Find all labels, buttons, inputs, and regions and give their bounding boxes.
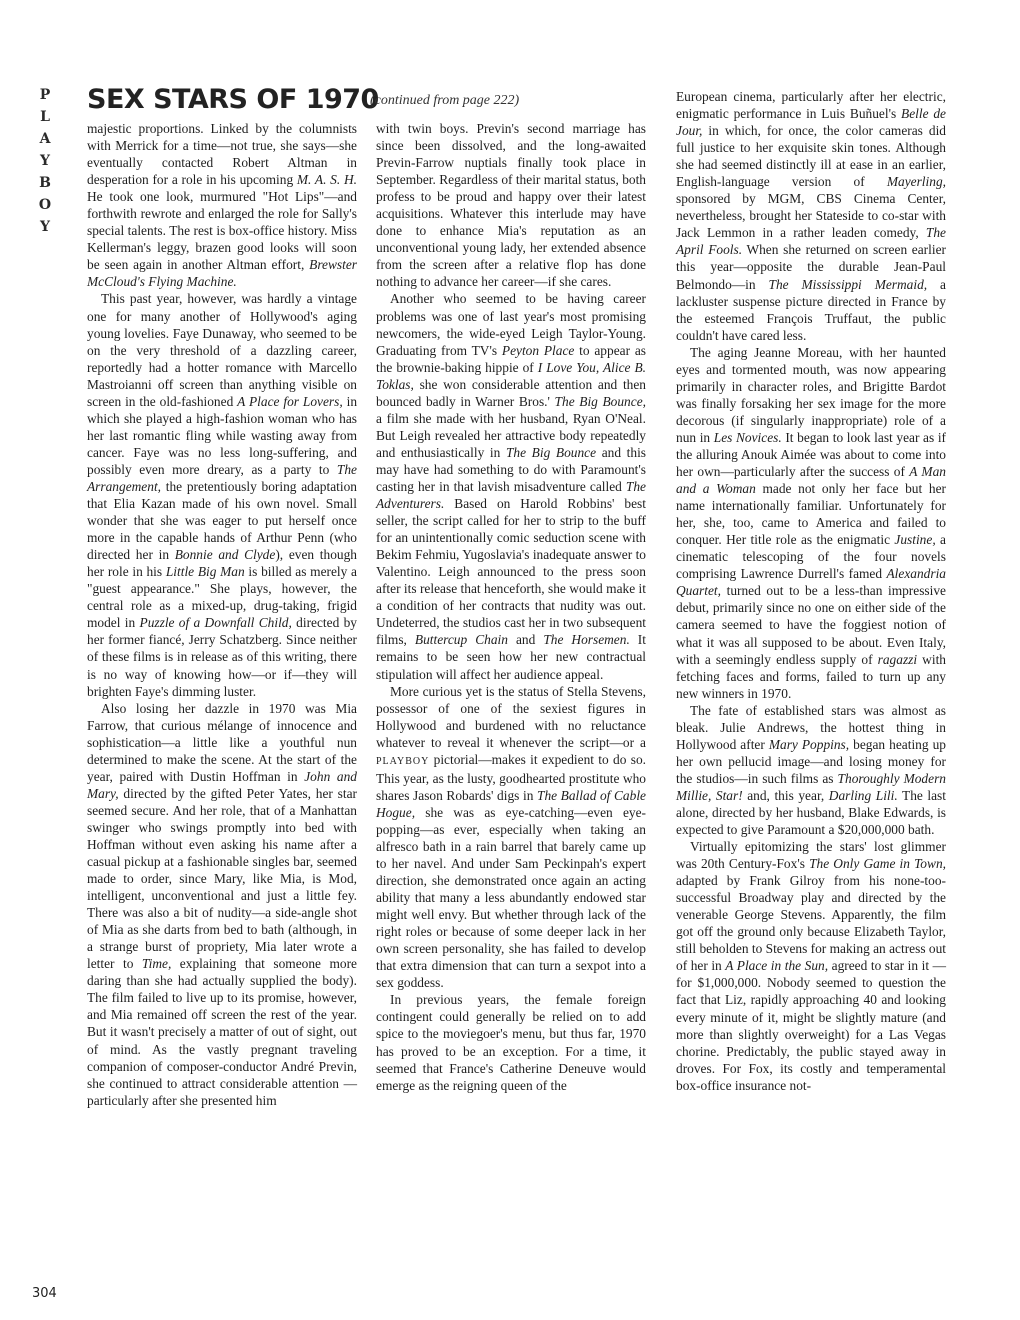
text-run: in which, for once, the color cameras did full justice to her exquisite skin tones. Although she had seemed distinctly ill at ease in an earlier, English-language version of [676,123,946,190]
italic-title: The Only Game in Town, [809,856,946,872]
sidebar-letter: B [39,175,51,191]
article-column-3 [676,88,946,1300]
text-run: Also losing her dazzle in 1970 was Mia Farrow, that curious mélange of innocence and sophistication—a little like a youthful nun determined to make the scene. At the start of the year, paired with Dustin Hoffman in [87,700,357,784]
article-paragraph [87,700,357,1109]
text-run: adapted by Frank Gilroy from his none-too-successful Broadway play and directed by the venerable George Stevens. Apparently, the film got off the ground only because Elizabeth Taylor, still beholden to Stevens for making an actress out of her in [676,873,946,974]
text-run: she was as eye-catching—even eye-popping—as ever, especially when taking an alfresco bath in a rain barrel that barely came up to her navel. And under Sam Peckinpah's expert direction, she demonstrated once again an acting ability that many a less abundantly endowed star might well envy. But whether through lack of the right roles or because of some deeper lack in her own screen personality, she has failed to develop that extra dimension that can turn a sexpot into a sex goddess. [376,804,646,991]
sidebar-letter: A [39,131,51,147]
text-run: she won considerable attention and then bounced badly in Warner Bros.' [376,376,646,409]
italic-title: The Big Bounce [505,444,597,460]
article-paragraph [376,120,646,290]
italic-title: Les Novices. [713,429,782,445]
page-number: 304 [32,1286,57,1301]
text-run: is billed as merely a "guest appearance." She plays, however, the central role as a mixed-up, drug-taking, frigid model in [87,564,357,631]
article-paragraph [376,991,646,1093]
text-run: The last alone, directed by her husband, Blake Edwards, is expected to give Paramount a $20,000,000 bath. [676,787,946,838]
text-run: pictorial—makes it expedient to do so. This year, as the lusty, goodhearted prostitute who shares Jason Robards' digs in [376,751,646,803]
text-run: European cinema, particularly after her electric, enigmatic performance in Luis Buñuel's [676,89,946,122]
italic-title: The Adventurers. [376,478,646,512]
italic-title: Peyton Place [501,342,575,358]
text-run: It remains to be seen how her new contractual stipulation will affect her audience appeal. [376,632,646,682]
italic-title: Mayerling, [886,174,946,190]
text-run: agreed to star in it —for $1,000,000. Nobody seemed to question the fact that Liz, rapidly approaching 40 and looking every minute of it, might be slightly mature (and more than slightly overweight) for a Las Vegas chorine. Predictably, the public stayed away in droves. For Fox, its costly and temperamental box-office insurance not- [676,958,947,1093]
article-column-2 [376,120,646,1300]
text-run: sponsored by MGM, CBS Cinema Center, nevertheless, brought her Stateside to co-star with Jack Lemmon in a rather leaden comedy, [676,191,946,241]
italic-title: Alexandria Quartet, [676,566,946,599]
text-run: Virtually epitomizing the stars' lost glimmer was 20th Century-Fox's [676,839,946,872]
italic-title: Thoroughly Modern Millie, Star! [676,770,946,803]
article-column-1 [87,120,357,1300]
text-run: made not only her face but her name internationally familiar. Unfortunately for her, she, too, came to America and failed to conquer. Her title role as the enigmatic [676,481,946,548]
text-run: Based on Harold Robbins' best seller, the script called for her to strip to the buff for an unintentionally comic seduction scene with Bekim Fehmiu, Yugoslavia's inadequate answer to Valentino. Leigh announced to the press soon after its release that henceforth, she would make it a condition of her contracts that nudity was out. Undeterred, the studios cast her in two subsequent films, [376,496,646,648]
sidebar-letter: Y [40,219,50,235]
italic-title: A Place in the Sun, [725,958,829,974]
italic-title: ragazzi [877,651,918,667]
text-run: explaining that someone more daring than she had actually supplied the body). The film failed to live up to its promise, however, and Mia remained off screen the rest of the year. But it wasn't precisely a matter of out of sight, out of mind. As the vastly pregnant traveling companion of composer-conductor André Previn, she continued to attract considerable attention —particularly after she presented him [87,956,358,1108]
text-run: More curious yet is the status of Stella Stevens, possessor of one of the sexiest figures in Hollywood and burdened with no reluctance whatever to reveal it whenever the script—or a [376,683,646,750]
text-run: Another who seemed to be having career problems was one of last year's most promising newcomers, the wide-eyed Leigh Taylor-Young. Graduating from TV's [376,291,646,358]
text-run: the pretentiously boring adaptation that Elia Kazan made of his own novel. Small wonder that she was eager to put herself once more in the capable hands of Arthur Penn (who directed her in [87,478,357,563]
article-paragraph [376,290,646,682]
article-headline: SEX STARS OF 1970 [87,84,379,115]
italic-title: Buttercup Chain [414,632,508,648]
article-paragraph [676,838,946,1094]
text-run: and [507,632,544,648]
italic-title: Belle de Jour, [676,106,947,139]
text-run: and, this year, [742,787,829,803]
italic-title: The Big Bounce, [554,393,646,409]
italic-title: A Man and a Woman [676,464,946,497]
article-paragraph [676,702,946,838]
sidebar-letter: Y [40,153,50,169]
italic-title: Justine, [894,532,936,548]
text-run: to appear as the brownie-baking hippie of [376,342,646,375]
article-paragraph [676,88,946,344]
text-run: in which she played a high-fashion woman who has her last romantic fling while wasting away from cancer. Faye was no less long-suffering, and possibly even more dreary, as a party to [87,393,358,477]
italic-title: I Love You, Alice B. Toklas, [376,359,646,392]
italic-title: M. A. S. H. [296,172,357,188]
text-run: and this may have had something to do with Paramount's casting her in that lavish misadventure called [376,444,647,494]
italic-title: Mary Poppins, [768,736,850,752]
italic-title: Bonnie and Clyde [174,547,276,563]
sidebar-letter: O [38,197,52,213]
italic-title: The Horsemen. [543,632,630,648]
text-run: with fetching faces and forms, failed to turn up any new winners in 1970. [676,651,946,701]
sidebar-letter: L [40,109,50,125]
italic-title: John and Mary, [87,768,357,801]
sidebar-letter: P [39,87,51,103]
italic-title: Puzzle of a Downfall Child, [139,615,292,631]
article-paragraph [676,344,946,702]
italic-title: Brewster McCloud's Flying Machine. [87,257,357,290]
magazine-sidebar [34,84,56,238]
text-run: He took one look, murmured "Hot Lips"—and forthwith rewrote and enlarged the role for Sally's special talents. The rest is box-office history. Miss Kellerman's leggy, brazen good looks will soon be seen again in another Altman effort, [87,189,357,273]
italic-title: A Place for Lovers, [237,393,343,409]
text-run: a cinematic telescoping of the four novels comprising Lawrence Durrell's famed [676,532,946,582]
text-run: In previous years, the female foreign contingent could generally be relied on to add spice to the moviegoer's menu, but thus far, 1970 has proved to be an exception. For a time, it seemed that France's Catherine Deneuve would emerge as the reigning queen of the [376,992,646,1093]
text-run: ), even though her role in his [87,547,357,580]
article-paragraph [376,683,646,992]
italic-title: The Mississippi Mermaid, [768,276,928,292]
italic-title: The April Fools. [676,225,946,258]
text-run: with twin boys. Previn's second marriage has since been dissolved, and the long-awaited Previn-Farrow nuptials finally took place in September. Regardless of their marital status, both profess to be proud and happy over their latest acquisitions. Whatever this interlude may have done to enhance Mia's reputation as an unconventional young lady, her extended absence from the screen after a relative flop has done nothing to advance her career—if she cares. [376,121,646,290]
text-run: It began to look last year as if the alluring Anouk Aimée was about to come into her own—particularly after the success of [676,429,947,480]
text-run: The aging Jeanne Moreau, with her haunted eyes and tormented mouth, was now appearing primarily in character roles, and Brigitte Bardot was finally forsaking her sex image for the more decorous (if singularly inappropriate) role of a nun in [676,344,946,445]
text-run: turned out to be a less-than impressive debut, primarily since no one on either side of the camera seemed to have the foggiest notion of what it was all supposed to be about. Even Italy, with a seemingly endless supply of [676,583,946,667]
italic-title: The Arrangement, [87,461,357,494]
italic-title: The Ballad of Cable Hogue, [376,787,646,820]
text-run: When she returned on screen earlier this year—opposite the durable Jean-Paul Belmondo—in [676,242,946,292]
text-run: a film she made with her husband, Ryan O'Neal. But Leigh revealed her attractive body repeatedly and enthusiastically in [376,410,646,460]
italic-title: Darling Lili. [828,787,898,803]
text-run: This past year, however, was hardly a vintage one for many another of Hollywood's aging young lovelies. Faye Dunaway, who seemed to be on the very threshold of a dazzling career, reportedly had a hotter romance with Marcello Mastroianni off screen than anything visible on screen in the old-fashioned [87,291,357,409]
text-run: directed by the gifted Peter Yates, her star seemed secure. And her role, that of a Manhattan swinger who swings promptly into bed with Hoffman without even asking his name after a casual pickup at a fashionable singles bar, seemed made to order, since Mary, like Mia, is Mod, intelligent, unconventional and just a little fey. There was also a bit of nudity—a side-angle shot of Mia as she darts from bed to bath (although, in a strange burst of propriety, Mia later wrote a letter to [87,785,357,972]
text-run: a lackluster suspense picture directed in France by the esteemed François Truffaut, the public couldn't have cared less. [676,276,946,343]
italic-title: Little Big Man [165,564,245,580]
article-paragraph [87,290,357,699]
text-run: began heating up her own pellucid image—and losing money for the studios—in such films as [676,736,946,786]
italic-title: Time, [141,956,172,972]
text-run: The fate of established stars was almost as bleak. Julie Andrews, the hottest thing in Hollywood after [676,702,946,752]
text-run: majestic proportions. Linked by the columnists with Merrick for a time—not true, she says—she eventually contacted Robert Altman in desperation for a role in his upcoming [87,121,357,188]
text-run: PLAYBOY [376,755,430,767]
article-paragraph [87,120,357,290]
continued-note: (continued from page 222) [370,93,520,108]
text-run: directed by her former fiancé, Jerry Schatzberg. Since neither of these films is in release as of this writing, there is no way of knowing how—or if—they will brighten Faye's dimming luster. [87,615,357,699]
